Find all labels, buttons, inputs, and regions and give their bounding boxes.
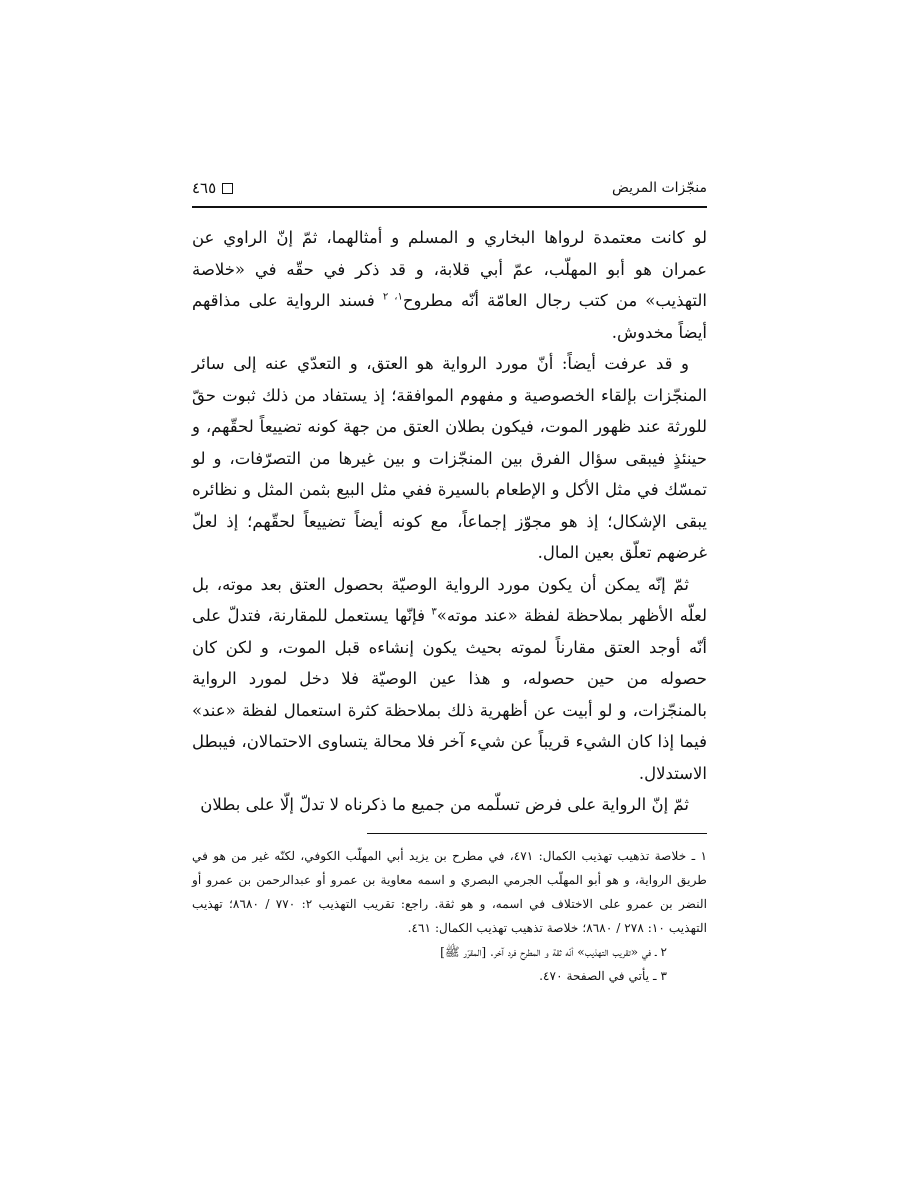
- page-number-group: [192, 179, 233, 197]
- footnote-ref-3[interactable]: ٣: [431, 606, 437, 618]
- footnote-3: ٣ ـ يأتي في الصفحة ٤٧٠.: [539, 968, 667, 983]
- paragraph-1-text: لو كانت معتمدة لرواها البخاري و المسلم و أمثالهما، ثمّ إنّ الراوي عن عمران هو أبو المهلّب، عمّ أبي قلابة، و قد ذكر في حقّه في «خلاصة التهذيب» من كتب رجال العامّة أنّه مطروح: [192, 228, 707, 310]
- footnotes: [192, 844, 707, 988]
- paragraph-4: ثمّ إنّ الرواية على فرض تسلّمه من جميع ما ذكرناه لا تدلّ إلّا على بطلان: [200, 795, 689, 814]
- paragraph-1-end: فسند الرواية على مذاقهم أيضاً مخدوش.: [192, 291, 707, 342]
- paragraph-3-end: فإنّها يستعمل للمقارنة، فتدلّ على أنّه أوجد العتق مقارناً لموته بحيث يكون إنشاءه قبل الموت، و لكن كان حصوله من حين حصوله، و هذا عين الوصيّة فلا دخل لمورد الرواية بالمنجّزات، و لو أبيت عن أظهرية ذلك بملاحظة كثرة استعمال لفظة «عند» فيما إذا كان الشيء قريباً عن شيء آخر فلا محالة يتساوى الاحتمالان، فيبطل الاستدلال.: [192, 606, 707, 783]
- footnote-rule: [367, 833, 707, 834]
- header-rule: [192, 206, 707, 208]
- square-box-icon: [222, 183, 233, 194]
- book-title: منجّزات المريض: [611, 180, 707, 196]
- paragraph-1: [192, 222, 707, 348]
- footnote-1: ١ ـ خلاصة تذهيب تهذيب الكمال: ٤٧١، في مطرح بن يزيد أبي المهلّب الكوفي، لكنّه غير من هو في طريق الرواية، و هو أبو المهلّب الجرمي البصري و اسمه معاوية بن عمرو أو عبدالرحمن بن عمرو أو النضر بن عمرو على الاختلاف في اسمه، و هو ثقة. راجع: تقريب التهذيب ٢: ٧٧٠ / ٨٦٨٠؛ تهذيب التهذيب ١٠: ٢٧٨ / ٨٦٨٠؛ خلاصة تذهيب تهذيب الكمال: ٤٦١.: [192, 848, 708, 935]
- running-head: [192, 170, 707, 206]
- footnote-ref-1-2[interactable]: ١، ٢: [382, 291, 403, 303]
- main-text: [192, 222, 707, 821]
- footnote-2: ٢ ـ في «تقريب التهذيب» أنّه ثقة و المطرح فرد آخر. [المقرّر ﷺ]: [440, 944, 667, 959]
- paragraph-2: و قد عرفت أيضاً: أنّ مورد الرواية هو العتق، و التعدّي عنه إلى سائر المنجّزات بإلقاء الخصوصية و مفهوم الموافقة؛ إذ يستفاد من ذلك ثبوت حقّ للورثة عند ظهور الموت، فيكون بطلان العتق من جهة كونه تضييعاً لحقّهم، و حينئذٍ فيبقى سؤال الفرق بين المنجّزات و بين غيرها من التصرّفات، و لو تمسّك في مثل الأكل و الإطعام بالسيرة ففي مثل البيع بثمن المثل و نظائره يبقى الإشكال؛ إذ هو مجوّز إجماعاً، مع كونه أيضاً تضييعاً لحقّهم؛ إذ لعلّ غرضهم تعلّق بعين المال.: [192, 354, 707, 562]
- paragraph-3: [192, 569, 707, 790]
- page-number: ٤٦٥: [192, 179, 217, 197]
- paragraph-3-start: ثمّ إنّه يمكن أن يكون مورد الرواية الوصيّة بحصول العتق بعد موته، بل لعلّه الأظهر بملاحظة لفظة «عند موته»: [192, 574, 707, 625]
- book-page: [192, 170, 707, 988]
